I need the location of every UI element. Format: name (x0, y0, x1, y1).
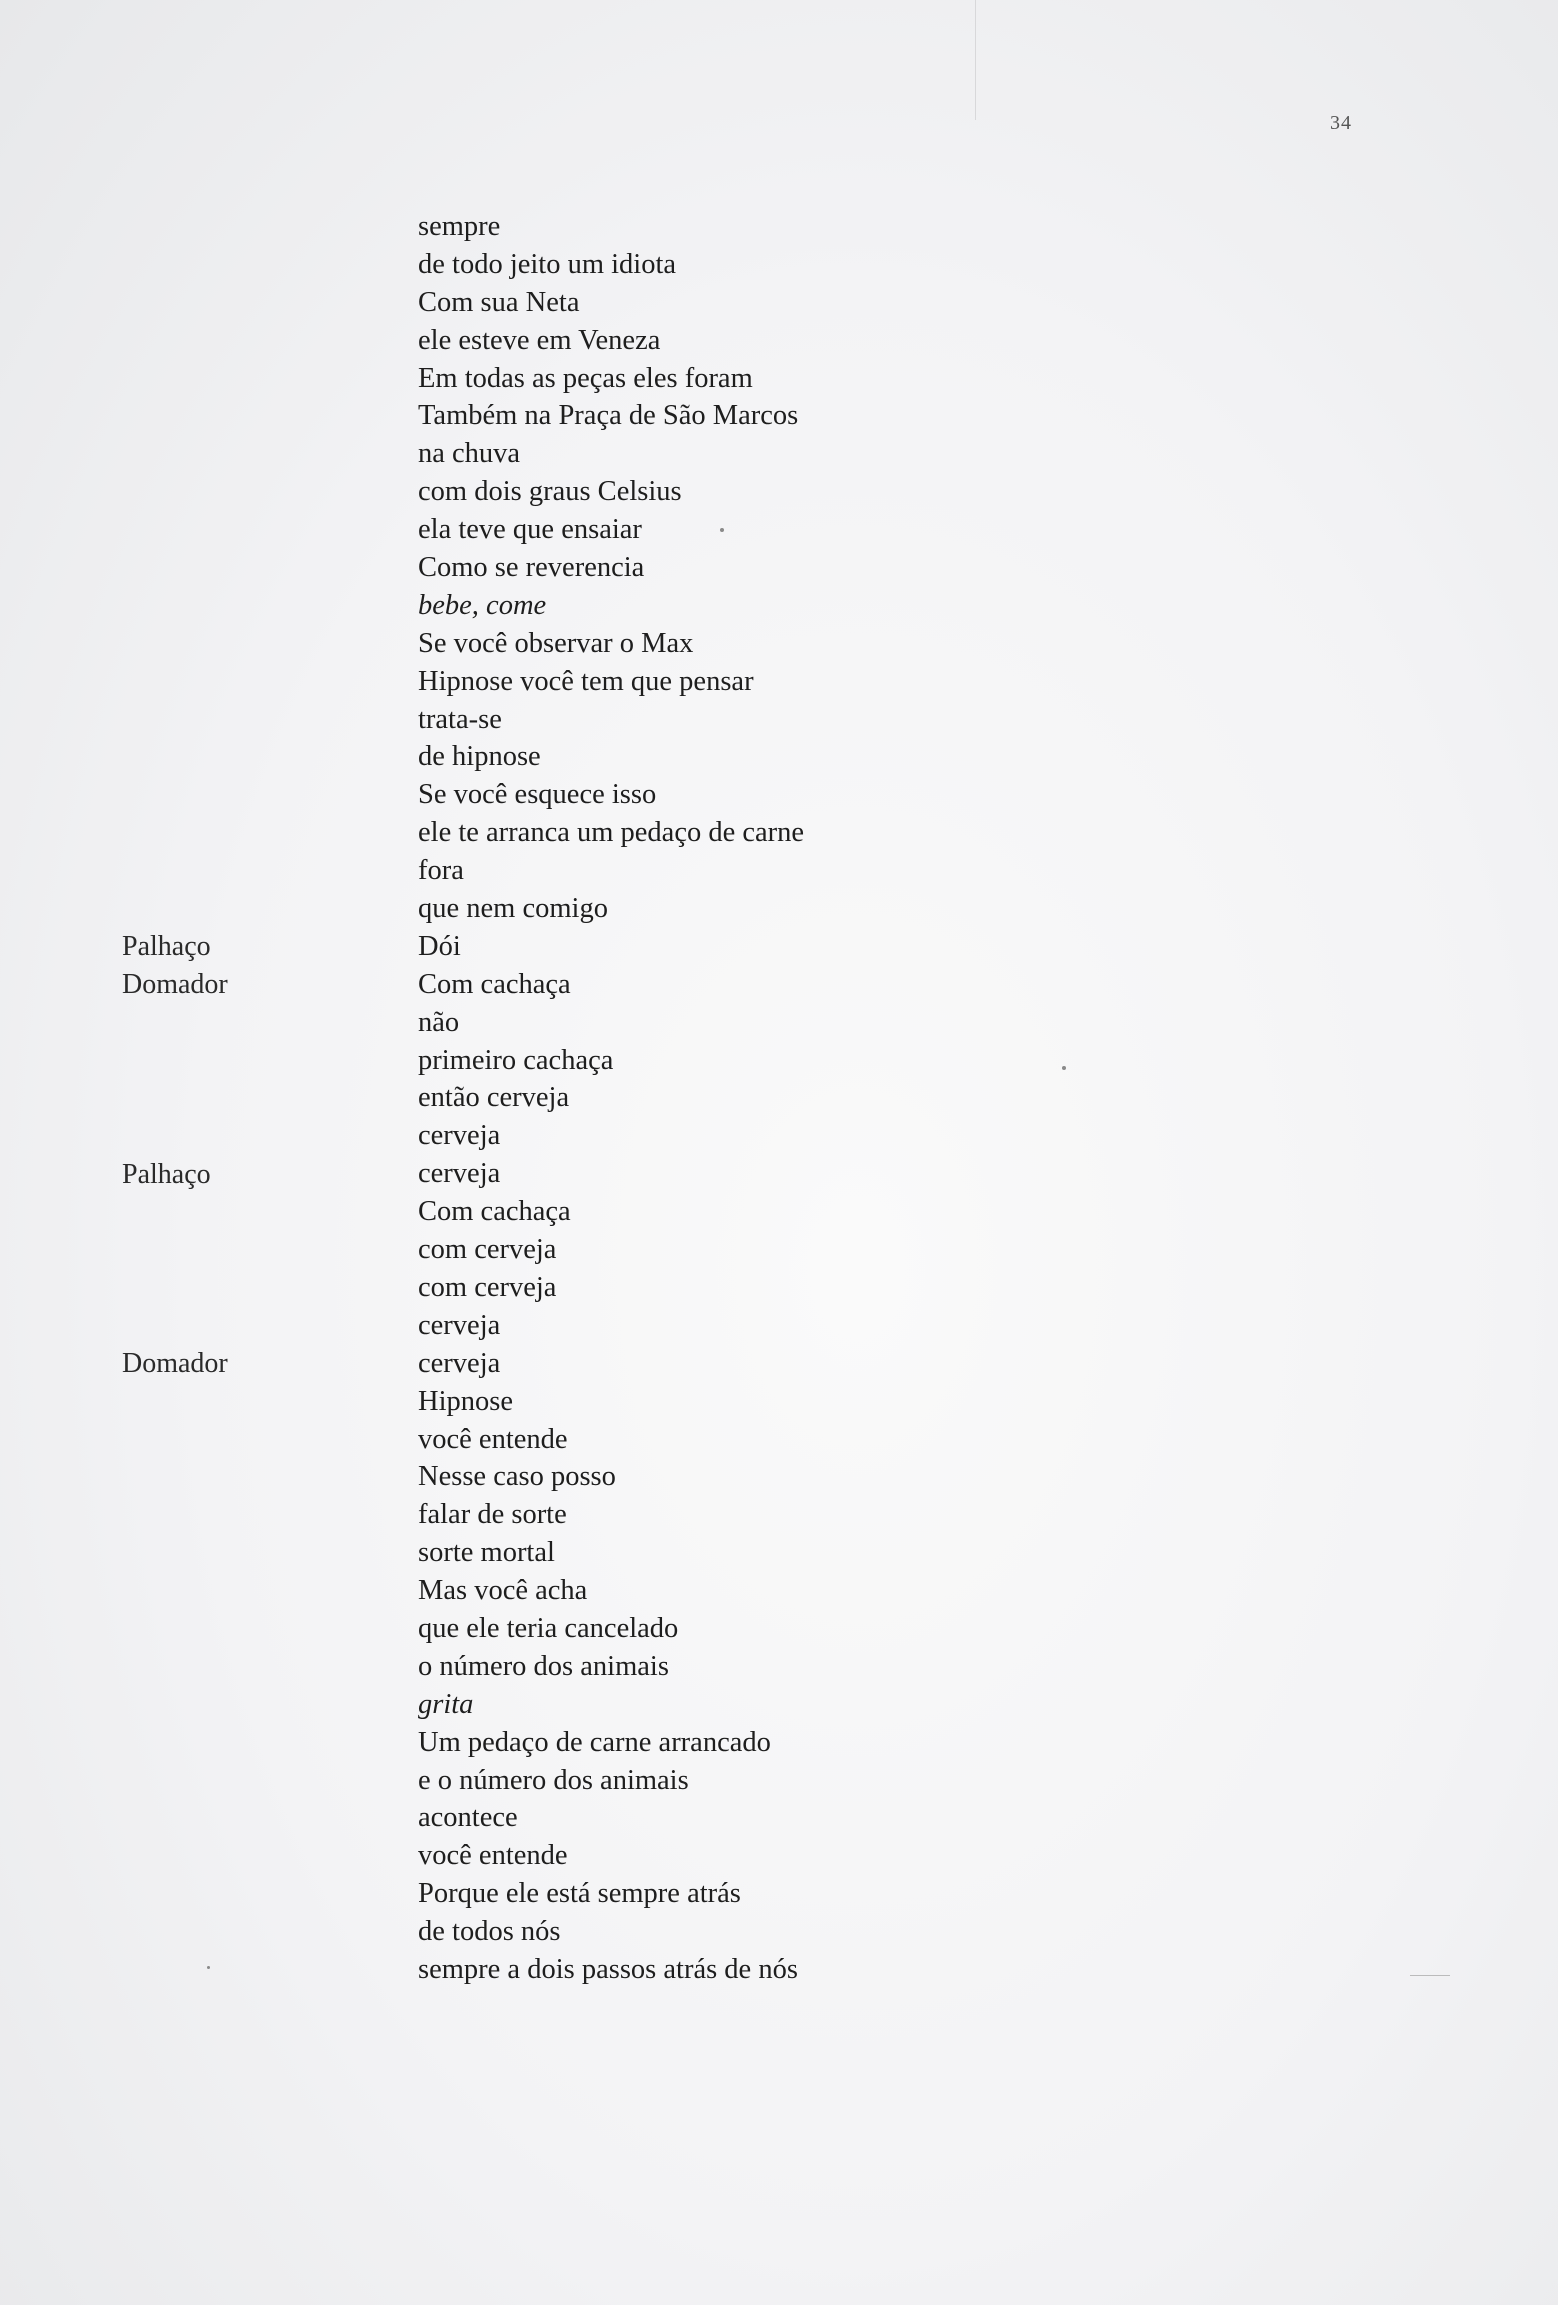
dialogue-line: falar de sorte (418, 1499, 567, 1531)
speaker-label: Palhaço (122, 931, 211, 963)
dialogue-line: sempre (418, 211, 501, 242)
dialogue-line: ele esteve em Veneza (418, 324, 661, 356)
speaker-label: Domador (122, 1348, 228, 1379)
dialogue-line: Também na Praça de São Marcos (418, 400, 799, 432)
speaker-label: Domador (122, 969, 228, 1000)
page-number: 34 (1330, 112, 1352, 134)
dialogue-line: fora (418, 855, 464, 887)
dialogue-line: não (418, 1006, 460, 1038)
scan-speck (720, 528, 724, 532)
dialogue-line: com cerveja (418, 1234, 557, 1266)
dialogue-line: ela teve que ensaiar (418, 514, 642, 546)
dialogue-line: Porque ele está sempre atrás (418, 1878, 741, 1910)
dialogue-line: ele te arranca um pedaço de carne (418, 817, 805, 849)
dialogue-line: na chuva (418, 438, 521, 470)
dialogue-line: cerveja (418, 1158, 501, 1190)
dialogue-line: de todo jeito um idiota (418, 248, 677, 280)
dialogue-line: cerveja (418, 1347, 501, 1379)
dialogue-line: que ele teria cancelado (418, 1612, 679, 1644)
dialogue-line: você entende (418, 1423, 568, 1455)
dialogue-line: de hipnose (418, 741, 541, 773)
dialogue-line: acontece (418, 1802, 518, 1834)
dialogue-line: Com cachaça (418, 1196, 571, 1228)
dialogue-line: Com cachaça (418, 968, 571, 1000)
scan-speck (207, 1966, 210, 1969)
dialogue-line: você entende (418, 1840, 568, 1872)
dialogue-line: o número dos animais (418, 1650, 669, 1682)
stage-direction: bebe, come (418, 589, 547, 621)
dialogue-line: com dois graus Celsius (418, 476, 682, 508)
dialogue-line: Hipnose você tem que pensar (418, 665, 754, 697)
dialogue-line: Nesse caso posso (418, 1461, 616, 1493)
dialogue-line: de todos nós (418, 1916, 561, 1948)
page-fold-line (975, 0, 976, 120)
dialogue-line: trata-se (418, 703, 502, 735)
dialogue-line: Como se reverencia (418, 552, 645, 584)
stage-direction: grita (418, 1688, 474, 1720)
dialogue-line: e o número dos animais (418, 1764, 689, 1796)
dialogue-line: sorte mortal (418, 1537, 555, 1569)
speaker-label: Palhaço (122, 1158, 211, 1190)
dialogue-line: Se você observar o Max (418, 627, 694, 659)
scan-mark (1410, 1975, 1450, 1976)
dialogue-line: que nem comigo (418, 893, 608, 925)
dialogue-line: então cerveja (418, 1082, 570, 1114)
dialogue-line: Se você esquece isso (418, 779, 657, 811)
dialogue-line: cerveja (418, 1309, 501, 1341)
dialogue-line: Mas você acha (418, 1575, 588, 1607)
dialogue-line: Com sua Neta (418, 286, 580, 318)
dialogue-line: Um pedaço de carne arrancado (418, 1726, 771, 1758)
dialogue-line: Dói (418, 930, 461, 962)
scan-speck (1062, 1066, 1066, 1070)
dialogue-line: sempre a dois passos atrás de nós (418, 1953, 798, 1985)
dialogue-line: Hipnose (418, 1385, 513, 1417)
dialogue-column (418, 208, 1418, 1989)
dialogue-line: Em todas as peças eles foram (418, 362, 753, 394)
dialogue-line: cerveja (418, 1120, 501, 1152)
dialogue-line: primeiro cachaça (418, 1044, 614, 1076)
dialogue-line: com cerveja (418, 1271, 557, 1303)
